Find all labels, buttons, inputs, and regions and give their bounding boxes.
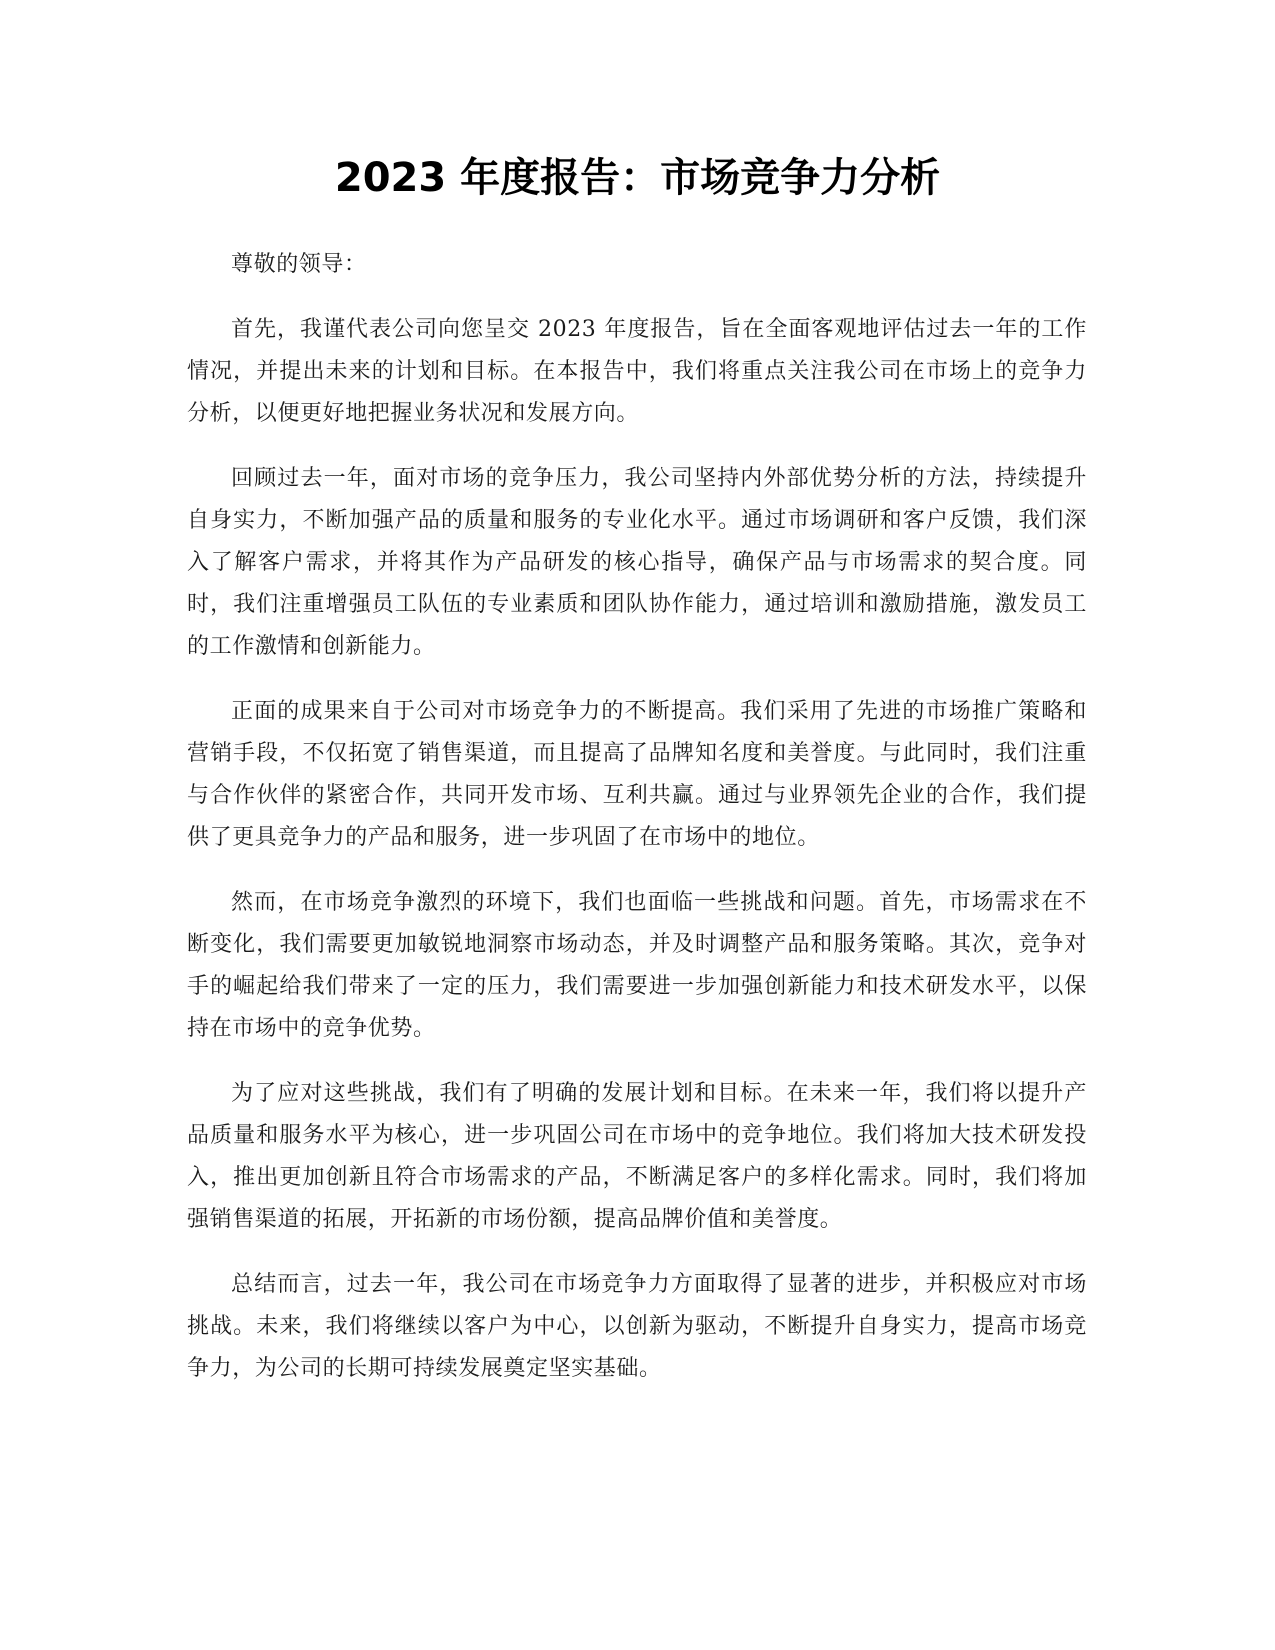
paragraph-conclusion: 总结而言，过去一年，我公司在市场竞争力方面取得了显著的进步，并积极应对市场挑战。未来，我们将继续以客户为中心，以创新为驱动，不断提升自身实力，提高市场竞争力，为公司的长期可持续发展奠定坚实基础。 [187, 1272, 1087, 1381]
greeting: 尊敬的领导： [231, 252, 367, 277]
paragraph-intro: 首先，我谨代表公司向您呈交 2023 年度报告，旨在全面客观地评估过去一年的工作情况，并提出未来的计划和目标。在本报告中，我们将重点关注我公司在市场上的竞争力分析，以便更好地把握业务状况和发展方向。 [187, 317, 1087, 426]
paragraph-achievements: 正面的成果来自于公司对市场竞争力的不断提高。我们采用了先进的市场推广策略和营销手段，不仅拓宽了销售渠道，而且提高了品牌知名度和美誉度。与此同时，我们注重与合作伙伴的紧密合作，共同开发市场、互利共赢。通过与业界领先企业的合作，我们提供了更具竞争力的产品和服务，进一步巩固了在市场中的地位。 [187, 699, 1087, 850]
document-title: 2023 年度报告：市场竞争力分析 [334, 155, 941, 201]
paragraph-plans: 为了应对这些挑战，我们有了明确的发展计划和目标。在未来一年，我们将以提升产品质量和服务水平为核心，进一步巩固公司在市场中的竞争地位。我们将加大技术研发投入，推出更加创新且符合市场需求的产品，不断满足客户的多样化需求。同时，我们将加强销售渠道的拓展，开拓新的市场份额，提高品牌价值和美誉度。 [187, 1081, 1087, 1232]
paragraph-challenges: 然而，在市场竞争激烈的环境下，我们也面临一些挑战和问题。首先，市场需求在不断变化，我们需要更加敏锐地洞察市场动态，并及时调整产品和服务策略。其次，竞争对手的崛起给我们带来了一定的压力，我们需要进一步加强创新能力和技术研发水平，以保持在市场中的竞争优势。 [187, 890, 1087, 1041]
document-body [187, 244, 1087, 1413]
paragraph-review: 回顾过去一年，面对市场的竞争压力，我公司坚持内外部优势分析的方法，持续提升自身实力，不断加强产品的质量和服务的专业化水平。通过市场调研和客户反馈，我们深入了解客户需求，并将其作为产品研发的核心指导，确保产品与市场需求的契合度。同时，我们注重增强员工队伍的专业素质和团队协作能力，通过培训和激励措施，激发员工的工作激情和创新能力。 [187, 466, 1087, 659]
